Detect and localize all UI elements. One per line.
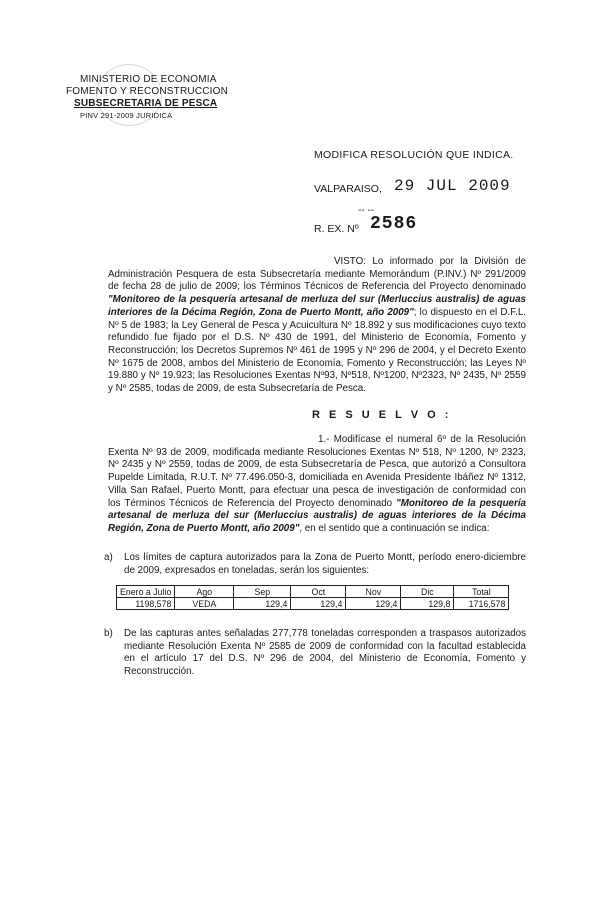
header-cell: Sep bbox=[234, 586, 291, 598]
place: VALPARAISO, bbox=[314, 183, 382, 195]
item-label: a) bbox=[104, 552, 113, 563]
resuelvo-heading: R E S U E L V O : bbox=[312, 409, 452, 421]
ministry-name: MINISTERIO DE ECONOMIA bbox=[80, 74, 217, 85]
value-cell: 1198,578 bbox=[117, 598, 175, 610]
item-a bbox=[104, 552, 526, 577]
item-text: De las capturas antes señaladas 277,778 toneladas corresponden a traspasos autorizados mediante Resolución Exenta Nº 2585 de 2009 de conformidad con la facultad establecida en el artículo 17 del D.S. Nº 296 de 2004, del Ministerio de Economía, Fomento y Reconstrucción. bbox=[124, 628, 526, 678]
value-cell: VEDA bbox=[175, 598, 234, 610]
item-text: Los límites de captura autorizados para la Zona de Puerto Montt, período enero-diciembre de 2009, expresados en toneladas, serán los siguientes: bbox=[124, 552, 526, 576]
resolution-label: R. EX. Nº bbox=[314, 223, 359, 235]
value-cell: 1716,578 bbox=[454, 598, 509, 610]
header-cell: Oct bbox=[291, 586, 346, 598]
value-cell: 129,4 bbox=[291, 598, 346, 610]
project-name: "Monitoreo de la pesquería artesanal de merluza del sur (Merluccius australis) de aguas interiores de la Décima Región, Zona de Puerto Montt, año 2009" bbox=[108, 497, 526, 534]
item-label: b) bbox=[104, 628, 113, 639]
date-stamp: 29 JUL 2009 bbox=[394, 177, 511, 195]
header-cell: Total bbox=[454, 586, 509, 598]
header-cell: Dic bbox=[401, 586, 454, 598]
dash-mark: -- -- bbox=[358, 205, 375, 216]
document-title: MODIFICA RESOLUCIÓN QUE INDICA. bbox=[314, 149, 514, 161]
header-cell: Nov bbox=[346, 586, 401, 598]
item-b bbox=[104, 628, 526, 679]
article-1-paragraph: 1.- Modifícase el numeral 6º de la Resolución Exenta Nº 93 de 2009, modificada mediante Resoluciones Exentas Nº 518, Nº 1200, Nº 2323, Nº 2435 y Nº 2559, todas de 2009, de esta Subsecretaría de Pesca, que autorizó a Consultora Pupelde Limitada, R.U.T. Nº 77.496.050-3, domiciliada en Avenida Presidente Ibáñez Nº 1312, Villa San Rafael, Puerto Montt, para efectuar una pesca de investigación de conformidad con los Términos Técnicos de Referencia del Proyecto denominado "Monitoreo de la pesquería artesanal de merluza del sur (Merluccius australis) de aguas interiores de la Décima Región, Zona de Puerto Montt, año 2009", en el sentido que a continuación se indica: bbox=[108, 434, 526, 534]
subsecretaria-name: SUBSECRETARIA DE PESCA bbox=[74, 98, 218, 109]
visto-paragraph: VISTO: Lo informado por la División de Administración Pesquera de esta Subsecretaría mediante Memorándum (P.INV.) Nº 291/2009 de fecha 28 de julio de 2009; los Términos Técnicos de Referencia del Proyecto denominado "Monitoreo de la pesquería artesanal de merluza del sur (Merluccius australis) de aguas interiores de la Décima Región, Zona de Puerto Montt, año 2009"; lo dispuesto en el D.F.L. Nº 5 de 1983; la Ley General de Pesca y Acuicultura Nº 18.892 y sus modificaciones cuyo texto refundido fue fijado por el D.S. Nº 430 de 1991, del Ministerio de Economía, Fomento y Reconstrucción; los Decretos Supremos Nº 461 de 1995 y Nº 296 de 2004, y el Decreto Exento Nº 1675 de 2008, ambos del Ministerio de Economía, Fomento y Reconstrucción; las Leyes Nº 19.880 y Nº 19.923; las Resoluciones Exentas Nº93, Nº518, Nº1200, Nº2323, Nº 2435, Nº 2559 y Nº 2585, todas de 2009, de esta Subsecretaría de Pesca. bbox=[108, 256, 526, 395]
header-cell: Ago bbox=[175, 586, 234, 598]
capture-limits-table bbox=[116, 585, 509, 610]
resolution-number: 2586 bbox=[370, 214, 418, 234]
reference-code: PINV 291-2009 JURIDICA bbox=[80, 111, 173, 120]
ministry-subtitle: FOMENTO Y RECONSTRUCCION bbox=[66, 86, 229, 97]
value-cell: 129,8 bbox=[401, 598, 454, 610]
header-cell: Enero a Julio bbox=[117, 586, 175, 598]
project-name: "Monitoreo de la pesquería artesanal de merluza del sur (Merluccius australis) de aguas interiores de la Décima Región, Zona de Puerto Montt, año 2009" bbox=[108, 294, 526, 318]
value-cell: 129,4 bbox=[346, 598, 401, 610]
value-cell: 129,4 bbox=[234, 598, 291, 610]
